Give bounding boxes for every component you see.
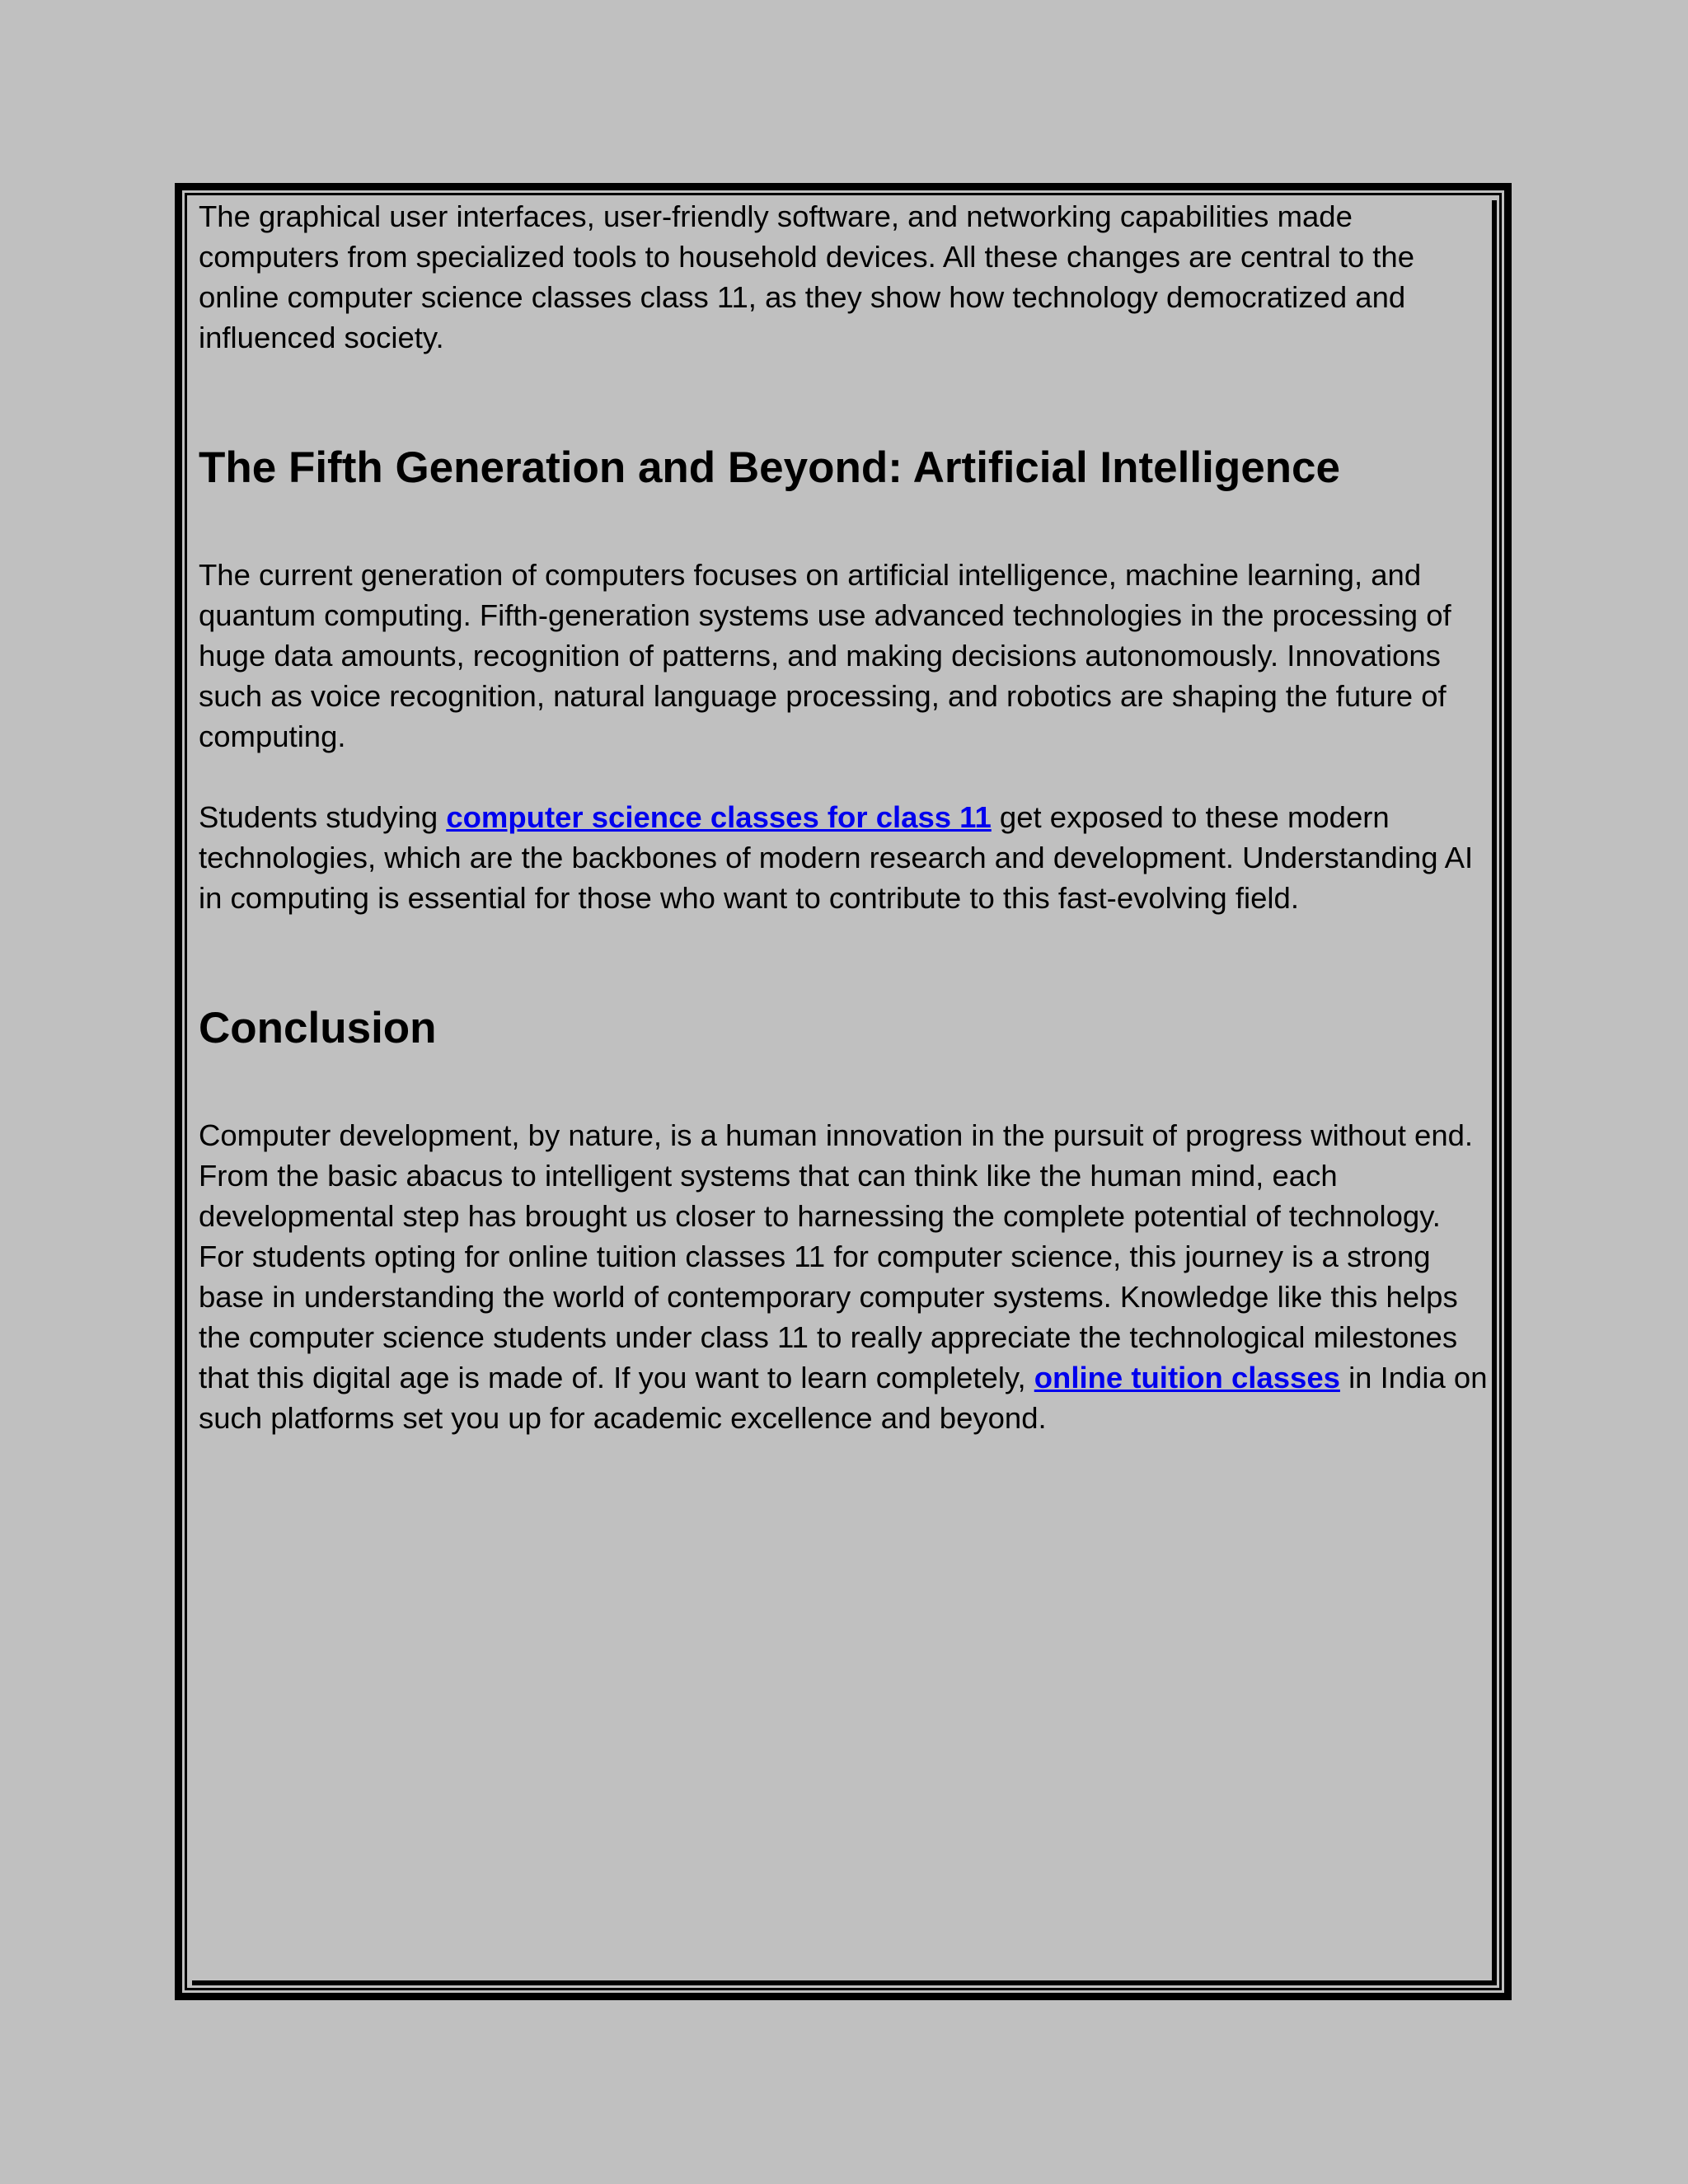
computer-science-classes-link[interactable]: computer science classes for class 11 bbox=[446, 800, 992, 834]
paragraph-students-text-before: Students studying bbox=[199, 800, 447, 834]
heading-fifth-generation: The Fifth Generation and Beyond: Artificial Intelligence bbox=[199, 443, 1341, 492]
online-tuition-classes-link[interactable]: online tuition classes bbox=[1034, 1361, 1340, 1394]
paragraph-conclusion-text-before: Computer development, by nature, is a human innovation in the pursuit of progress without end. From the basic abacus to intelligent systems that can think like the human mind, each developmental step has brought us closer to harnessing the complete potential of technology. For students opting for online tuition classes 11 for computer science, this journey is a strong base in understanding the world of contemporary computer systems. Knowledge like this helps the computer science students under class 11 to really appreciate the technological milestones that this digital age is made of. If you want to learn completely, bbox=[199, 1118, 1474, 1394]
heading-conclusion: Conclusion bbox=[199, 1004, 437, 1052]
paragraph-conclusion bbox=[199, 1115, 1493, 1438]
paragraph-students bbox=[199, 797, 1493, 918]
page-border-bottom-shadow bbox=[192, 1980, 1497, 1985]
document-content bbox=[199, 196, 1493, 1438]
paragraph-intro: The graphical user interfaces, user-friendly software, and networking capabilities made computers from specialized tools to household devices. All these changes are central to the online computer science classes class 11, as they show how technology democratized and influenced society. bbox=[199, 199, 1415, 354]
paragraph-conclusion-text-after: in India on such platforms set you up for academic excellence and beyond. bbox=[199, 1361, 1488, 1435]
paragraph-current-generation: The current generation of computers focuses on artificial intelligence, machine learning, and quantum computing. Fifth-generation systems use advanced technologies in the processing of huge data amounts, recognition of patterns, and making decisions autonomously. Innovations such as voice recognition, natural language processing, and robotics are shaping the future of computing. bbox=[199, 558, 1451, 753]
paragraph-students-text-after: get exposed to these modern technologies, which are the backbones of modern research and development. Understanding AI in computing is essential for those who want to contribute to this fast-evolving field. bbox=[199, 800, 1474, 915]
